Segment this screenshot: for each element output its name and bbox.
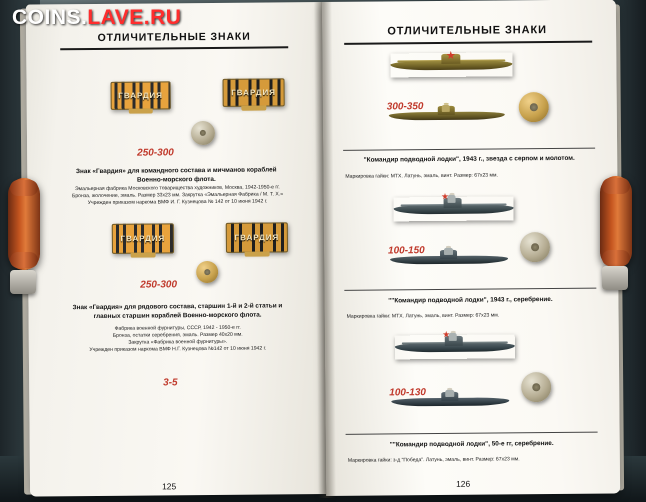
price-submarine-2: 100-150 [387, 245, 425, 257]
caption-submarine-1-details: Маркировка гайки: МТХ. Латунь, эмаль, винт. Размер: 67х23 мм. [345, 172, 498, 180]
caption-sailor-details: Фабрика военной фурнитуры, СССР, 1942 - 1950-е гг. Бронза, остатки серебрения, эмаль. Размер 40х20 мм. Закрутка «Фабрика военной фурнитуры». Учрежден приказом наркома ВМФ Н.Г. Кузнецова №142 от 10 июня 1942 г. [89, 324, 267, 354]
badge-tab [245, 251, 270, 256]
price-sailor-badge-secondary: 3-5 [163, 377, 178, 389]
sailor-figure [444, 246, 452, 255]
holder-cap [602, 178, 630, 194]
caption-submarine-2-details: Маркировка гайки: МТХ. Латунь, эмаль, винт. Размер: 67х23 мм. [346, 312, 500, 320]
guards-badge-sailor [112, 223, 174, 254]
price-submarine-1: 300-350 [386, 101, 424, 113]
right-page-number: 126 [455, 478, 471, 489]
screw-nut [520, 232, 550, 262]
screw-nut [519, 92, 549, 122]
submarine-badge-1950s-silver [395, 334, 515, 359]
sailor-figure [449, 331, 457, 341]
guards-badge-officer-second [222, 78, 284, 107]
holder-cap [10, 252, 38, 268]
sailor-figure [445, 388, 453, 397]
book-holder-left [8, 178, 40, 270]
badge-tab [241, 105, 266, 110]
guards-badge-sailor-second [226, 222, 288, 253]
price-officer-badge: 250-300 [137, 147, 174, 159]
block-rule-3 [346, 432, 598, 435]
right-page [322, 0, 620, 496]
caption-submarine-1: "Командир подводной лодки", 1943 г., звезда с серпом и молотом. [363, 154, 575, 164]
screw-nut [196, 261, 218, 283]
sailor-figure [442, 103, 450, 112]
screw-nut [521, 372, 551, 402]
caption-submarine-2: ""Командир подводной лодки", 1943 г., серебрение. [388, 296, 553, 305]
left-title-rule [60, 46, 288, 50]
badge-guards-text: ГВАРДИЯ [120, 233, 166, 244]
screw-nut [191, 121, 215, 145]
sailor-torso [445, 390, 453, 397]
block-rule-1 [343, 148, 595, 151]
right-page-title: ОТЛИЧИТЕЛЬНЫЕ ЗНАКИ [387, 24, 547, 38]
caption-submarine-3: ""Командир подводной лодки", 50-е гг, серебрение. [389, 440, 554, 449]
right-title-rule [344, 41, 592, 45]
sailor-torso [448, 195, 456, 202]
page-clip-left [10, 270, 36, 294]
guards-badge-officer [111, 81, 171, 110]
holder-cap [602, 250, 630, 266]
holder-cap [10, 180, 38, 196]
page-clip-right [602, 266, 628, 290]
left-page-number: 125 [162, 481, 177, 492]
caption-submarine-3-details: Маркировка гайки: з-д "Победа". Латунь, эмаль, винт. Размер: 67х23 мм. [347, 456, 520, 464]
book-holder-right [600, 176, 632, 268]
sailor-torso [444, 248, 452, 255]
caption-officer-details: Эмальерная фабрика Московского товарищества художников, Москва, 1942-1950-е гг. Бронза, жолочение, эмаль. Размер 33х23 мм. Закрутка «Эмальерная Фабрика / М. Т. Х.» Учрежден приказом наркома ВМФ И. Г. Кузнецова № 142 от 10 июня 1942 г. [71, 184, 284, 207]
sailor-torso [442, 105, 450, 112]
price-submarine-3: 100-130 [389, 387, 426, 399]
watermark-light: COINS. [12, 6, 88, 29]
left-page [26, 2, 326, 497]
caption-sailor-badge: Знак «Гвардия» для рядового состава, старшин 1-й и 2-й статьи и главных старшин кораблей Военно-морского флота. [72, 302, 283, 320]
block-rule-2 [344, 288, 596, 291]
watermark-accent: LAVE.RU [87, 6, 182, 29]
sailor-figure [447, 193, 455, 203]
badge-guards-text: ГВАРДИЯ [231, 87, 277, 98]
price-sailor-badge: 250-300 [140, 279, 178, 291]
open-book [26, 0, 622, 502]
watermark [12, 6, 181, 30]
badge-guards-text: ГВАРДИЯ [118, 90, 164, 101]
caption-officer-badge: Знак «Гвардия» для командного состава и мичманов кораблей Военно-морского флота. [76, 166, 277, 184]
submarine-badge-1943-silver [394, 196, 514, 221]
left-page-title: ОТЛИЧИТЕЛЬНЫЕ ЗНАКИ [97, 30, 251, 44]
badge-tab [131, 252, 156, 257]
badge-tab [129, 108, 153, 113]
sailor-torso [449, 333, 457, 340]
badge-guards-text: ГВАРДИЯ [234, 232, 280, 243]
